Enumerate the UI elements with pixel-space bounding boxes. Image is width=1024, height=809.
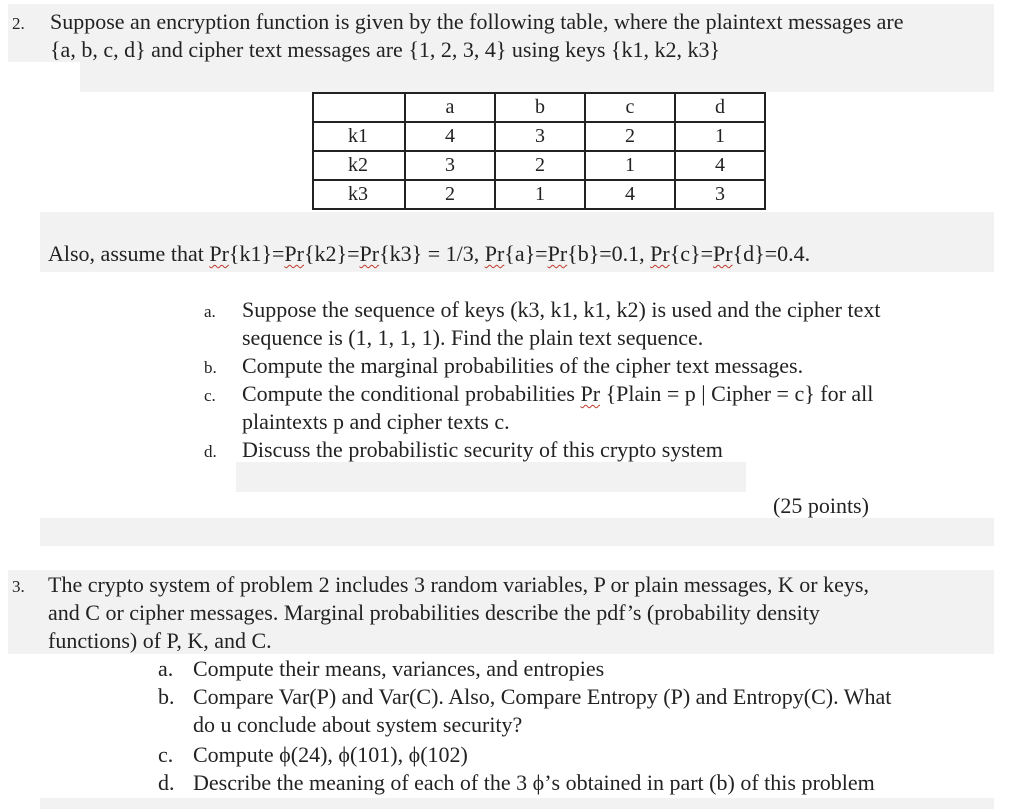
- part-label: b.: [204, 358, 217, 377]
- part-text: Describe the meaning of each of the 3 ϕ’s obtained in part (b) of this problem: [193, 770, 875, 795]
- part-text: Discuss the probabilistic security of this crypto system: [242, 437, 723, 462]
- table-cell: 3: [405, 151, 495, 180]
- assumption-text: Also, assume that Pr{k1}=Pr{k2}=Pr{k3} = 1/3, Pr{a}=Pr{b}=0.1, Pr{c}=Pr{d}=0.4.: [48, 241, 811, 266]
- table-header-cell: d: [675, 93, 765, 122]
- table-cell: 4: [675, 151, 765, 180]
- pr-term: Pr: [580, 381, 601, 406]
- pr-term: Pr: [650, 241, 670, 266]
- points-text: (25 points): [773, 493, 869, 518]
- table-row-header: k2: [313, 151, 405, 180]
- table-row: [313, 151, 765, 180]
- part-label: a.: [204, 302, 216, 321]
- table-row: [313, 122, 765, 151]
- table-cell: 1: [675, 122, 765, 151]
- part-text: Compare Var(P) and Var(C). Also, Compare Entropy (P) and Entropy(C). What: [193, 684, 892, 709]
- pr-term: Pr: [484, 241, 505, 266]
- encryption-table: [312, 92, 766, 210]
- table-header-cell: a: [405, 93, 495, 122]
- table-header-row: [313, 93, 765, 122]
- table-cell: 2: [585, 122, 675, 151]
- table-cell: 4: [405, 122, 495, 151]
- problem-text: and C or cipher messages. Marginal probabilities describe the pdf’s (probability density: [48, 600, 820, 625]
- table-cell: 4: [585, 180, 675, 209]
- problem-number: 3.: [12, 577, 25, 596]
- part-label: d.: [158, 770, 175, 795]
- table-cell: 3: [675, 180, 765, 209]
- table-row-header: k1: [313, 122, 405, 151]
- part-label: b.: [158, 684, 175, 709]
- part-text: Compute ϕ(24), ϕ(101), ϕ(102): [193, 742, 468, 767]
- problem-text: The crypto system of problem 2 includes 3 random variables, P or plain messages, K or keys,: [48, 572, 869, 597]
- highlight-block: [80, 62, 994, 92]
- pr-term: Pr: [359, 241, 380, 266]
- part-text: Suppose the sequence of keys (k3, k1, k1, k2) is used and the cipher text: [242, 297, 881, 322]
- table-row-header: k3: [313, 180, 405, 209]
- part-text: Compute their means, variances, and entropies: [193, 656, 605, 681]
- table-header-cell: c: [585, 93, 675, 122]
- table-cell: 2: [405, 180, 495, 209]
- highlight-block: [40, 798, 994, 809]
- pr-term: Pr: [209, 241, 229, 266]
- part-label: a.: [158, 656, 174, 681]
- part-label: c.: [158, 742, 174, 767]
- table-corner-cell: [313, 93, 405, 122]
- table-cell: 1: [495, 180, 585, 209]
- problem-number: 2.: [12, 14, 25, 33]
- problem-text: functions) of P, K, and C.: [48, 628, 272, 653]
- problem-text: Suppose an encryption function is given by the following table, where the plaintext messages are: [50, 9, 904, 34]
- table-row: [313, 180, 765, 209]
- highlight-block: [40, 518, 994, 546]
- table-header-cell: b: [495, 93, 585, 122]
- part-text: Compute the marginal probabilities of the cipher text messages.: [242, 353, 804, 378]
- part-text: do u conclude about system security?: [193, 712, 523, 737]
- highlight-block: [236, 462, 746, 492]
- part-text: sequence is (1, 1, 1, 1). Find the plain text sequence.: [242, 325, 704, 350]
- part-label: d.: [204, 442, 217, 461]
- table-cell: 1: [585, 151, 675, 180]
- pr-term: Pr: [547, 241, 568, 266]
- pr-term: Pr: [713, 241, 733, 266]
- part-text: plaintexts p and cipher texts c.: [242, 409, 510, 434]
- problem-text: {a, b, c, d} and cipher text messages are {1, 2, 3, 4} using keys {k1, k2, k3}: [50, 37, 721, 62]
- table-cell: 3: [495, 122, 585, 151]
- table-cell: 2: [495, 151, 585, 180]
- part-text: Compute the conditional probabilities Pr {Plain = p | Cipher = c} for all: [242, 381, 874, 406]
- pr-term: Pr: [284, 241, 304, 266]
- part-label: c.: [204, 386, 216, 405]
